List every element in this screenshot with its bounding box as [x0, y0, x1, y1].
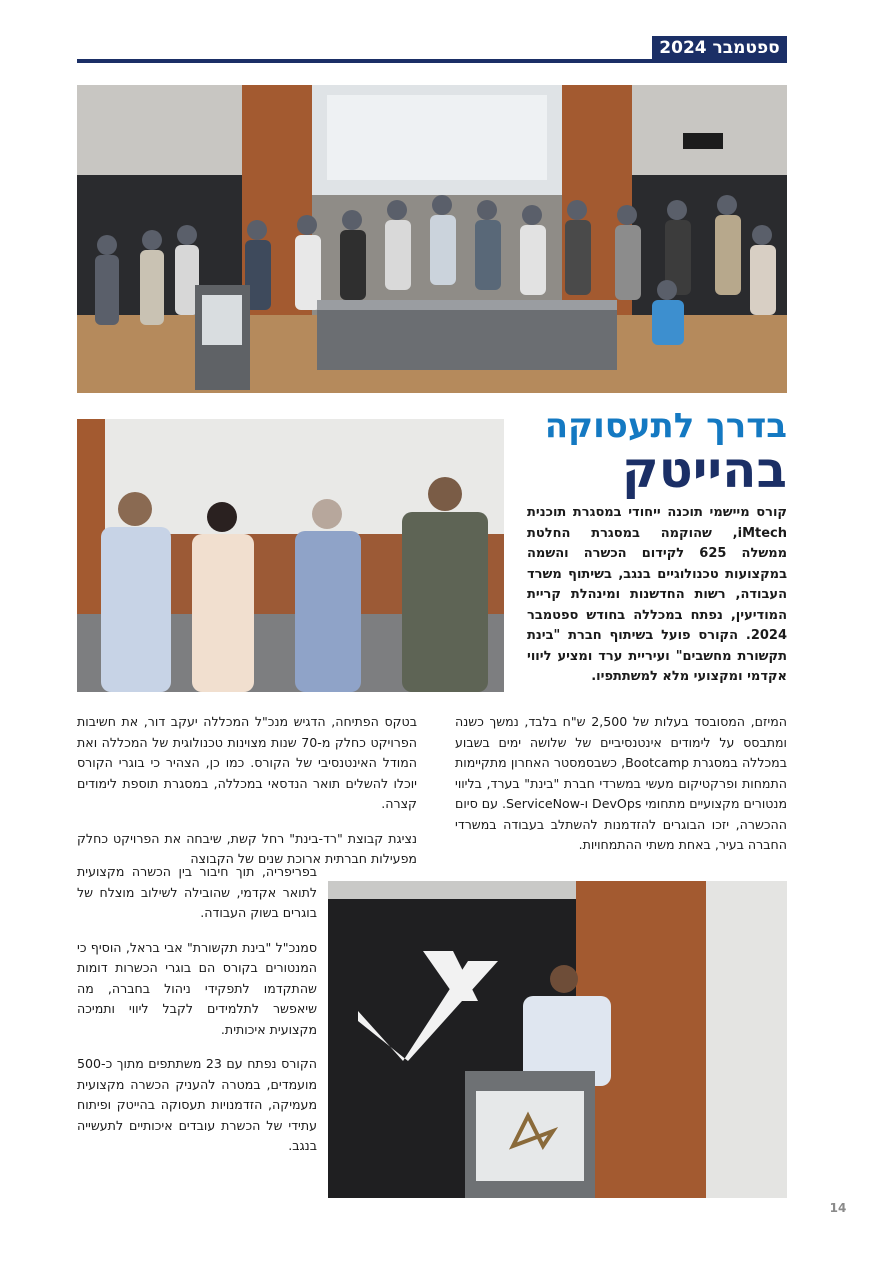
paragraph-program: המיזם, המסובסד בעלות של 2,500 ש"ח בלבד, נמשך כשנה ומתבסס על לימודים אינטנסיביים של שלושה ימים בשבוע במכללה במסגרת Bootcamp, כשבסמסטר האחרון מתקיימות התמחות ופרקטיקום מעשי במשרדי חברת "בינת" בערד, בליווי מנטורים מקצועיים מתחומי DevOps ו-ServiceNow. עם סיום ההכשרה, יזכו הבוגרים להזדמנות להשתלב בעבודה במשרדי החברה בעיר, באחת משתי ההתמחויות.	[455, 714, 788, 852]
group-photo-illustration	[77, 85, 787, 393]
paragraph-red-binat-intro: נציגת קבוצת "רד-בינת" רחל קשת, שיבחה את הפרויקט כחלק מפעילות חברתית ארוכת שנים של הקבוצה	[77, 830, 417, 866]
article-column-left-wrap	[77, 862, 317, 1171]
page-number: 14	[829, 1201, 847, 1215]
header-divider	[77, 59, 787, 63]
issue-date-badge: ספטמבר 2024	[652, 36, 787, 60]
paragraph-red-binat-cont: בפריפריה, תוך חיבור בין הכשרה מקצועית לתואר אקדמי, שהובילה לשילוב מוצלח של בוגרים בשוק העבודה.	[77, 864, 317, 920]
podium-photo	[328, 881, 787, 1198]
podium-photo-illustration	[328, 881, 787, 1198]
paragraph-course-launch: הקורס נפתח עם 23 משתתפים מתוך כ-500 מועמדים, במטרה להעניק הכשרה מקצועית מעמיקה, הזדמנויות תעסוקה בהייטק ופיתוח עתידי של הכשרת עובדים איכותיים לתעשייה בנגב.	[77, 1056, 317, 1153]
speakers-photo	[77, 419, 504, 692]
article-column-left-top	[77, 712, 417, 870]
group-photo	[77, 85, 787, 393]
paragraph-mentors: סמנכ"ל "בינת תקשורת" אבי בראל, הוסיף כי המנטורים בקורס הם בוגרי הכשרות דומות שהתקדמו לתפקידי ניהול בחברה, מה שיאפשר לתלמידים לקבל ליווי ותמיכה מקצועית איכותית.	[77, 939, 317, 1037]
article-title-line2: בהייטק	[621, 441, 787, 499]
speakers-photo-illustration	[77, 419, 504, 692]
article-title-line1: בדרך לתעסוקה	[544, 406, 787, 446]
article-column-right	[455, 712, 787, 870]
article-lead: קורס מיישמי תוכנה ייחודי במסגרת תוכנית iMtech, שהוקמה במסגרת החלטת ממשלה 625 לקידום הכשרה והשמה במקצועות טכנולוגיים בנגב, בשיתוף משרד העבודה, רשות החדשנות ומינהלת קריית המודיעין, נפתח במכללה בחודש ספטמבר 2024. הקורס פועל בשיתוף חברת "בינת תקשורת מחשבים" ועיריית ערד ומציע ליווי אקדמי ומקצועי מלא למשתתפיו.	[527, 505, 788, 684]
paragraph-opening-ceremony: בטקס הפתיחה, הדגיש מנכ"ל המכללה יעקב דור, את חשיבות הפרויקט כחלק מ-70 שנות מצוינות טכנולוגית של המכללה ואת המודל האינטנסיבי של הקורס. כמו כן, הצהיר כי בוגרי הקורס יוכלו להשלים תואר הנדסאי במכללה, במסגרת תוספת לימודים קצרה.	[77, 714, 417, 811]
